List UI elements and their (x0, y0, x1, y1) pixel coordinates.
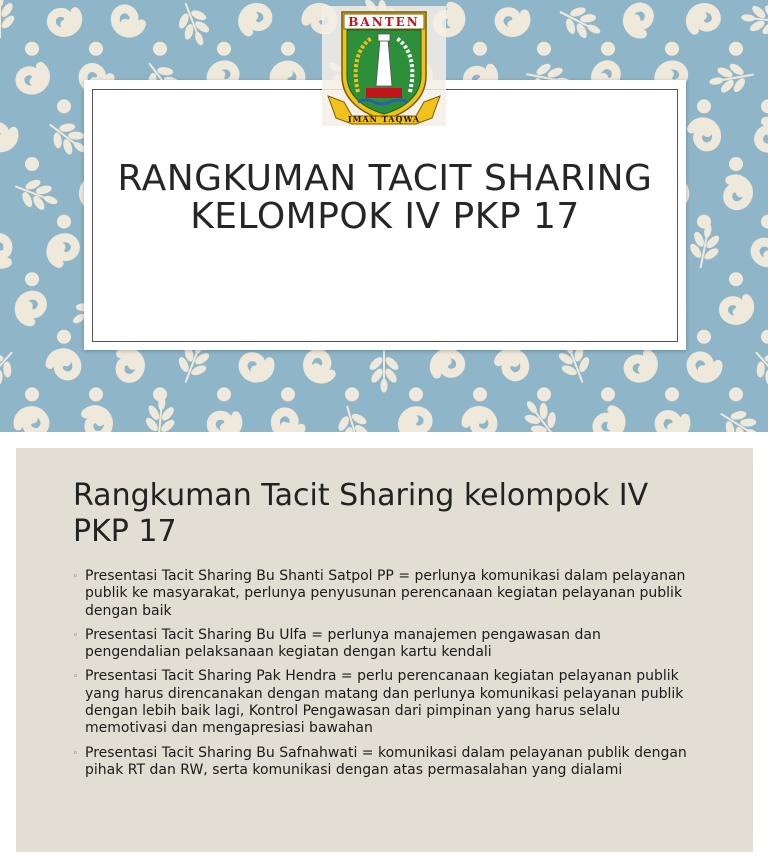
list-item-text: Presentasi Tacit Sharing Bu Shanti Satpol PP = perlunya komunikasi dalam pelayanan publik ke masyarakat, perlunya penyusunan perencanaan kegiatan pelayanan publik dengan baik (85, 568, 686, 619)
banten-emblem-logo (322, 6, 446, 126)
title-line-2: KELOMPOK IV PKP 17 (190, 196, 580, 237)
content-slide-title: Rangkuman Tacit Sharing kelompok IV PKP 17 (73, 478, 649, 549)
list-item (73, 668, 693, 737)
circle-bullet-icon: ◦ (73, 748, 79, 759)
list-item-text: Presentasi Tacit Sharing Bu Safnahwati = komunikasi dalam pelayanan publik dengan pihak RT dan RW, serta komunikasi dengan atas permasalahan yang dialami (85, 744, 687, 778)
content-slide (16, 448, 753, 852)
summary-list (73, 568, 693, 786)
circle-bullet-icon: ◦ (73, 672, 79, 683)
list-item (73, 568, 693, 620)
slide-title (93, 160, 677, 236)
list-item-text: Presentasi Tacit Sharing Pak Hendra = perlu perencanaan kegiatan pelayanan publik yang harus direncanakan dengan matang dan perlunya komunikasi pelayanan publik dengan lebih baik lagi, Kontrol Pengawasan dari pimpinan yang harus selalu memotivasi dan mengapresiasi bawahan (85, 668, 684, 737)
title-slide (0, 0, 768, 432)
circle-bullet-icon: ◦ (73, 572, 79, 582)
circle-bullet-icon: ◦ (73, 630, 79, 641)
svg-text:BANTEN: BANTEN (348, 15, 420, 29)
list-item (73, 627, 693, 662)
list-item-text: Presentasi Tacit Sharing Bu Ulfa = perlunya manajemen pengawasan dan pengendalian pelaksanaan kegiatan dengan kartu kendali (85, 626, 601, 661)
list-item (73, 745, 693, 780)
emblem-motto: IMAN TAQWA (347, 114, 421, 124)
title-frame (92, 89, 678, 342)
title-line-1: RANGKUMAN TACIT SHARING (117, 158, 653, 199)
